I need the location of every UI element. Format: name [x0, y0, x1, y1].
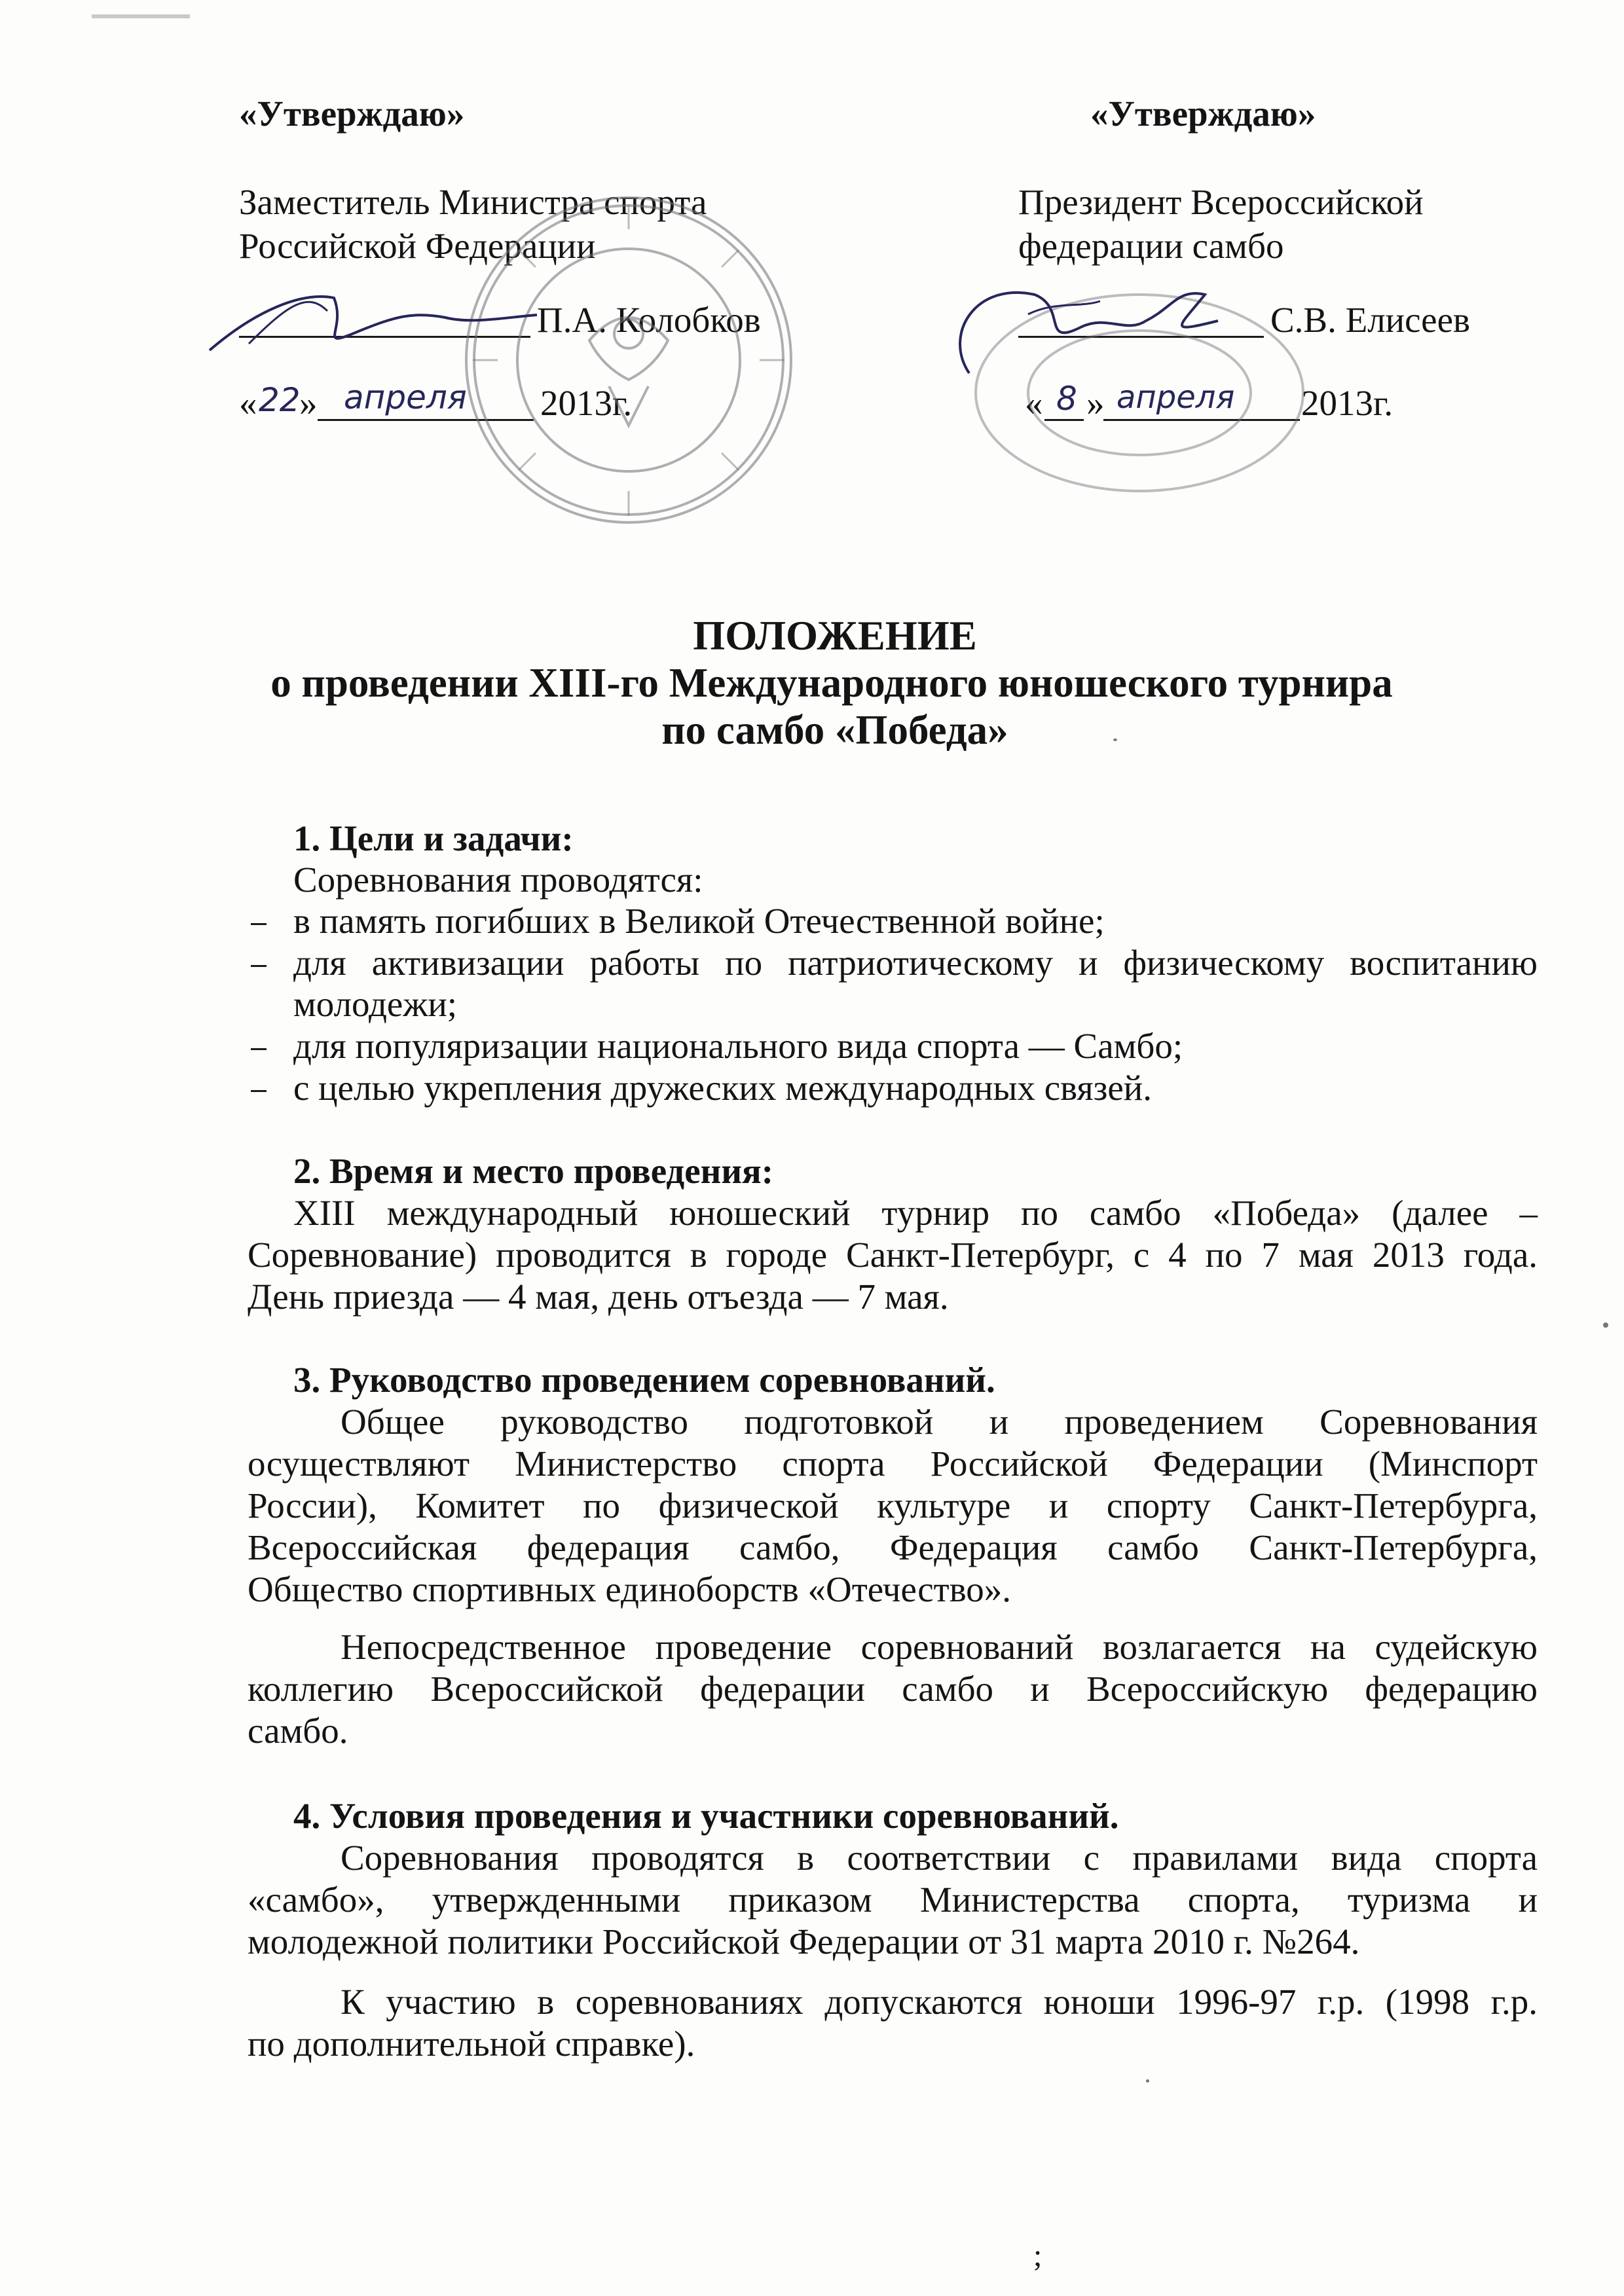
section-3-p2-line2: коллегию Всероссийской федерации самбо и Всероссийскую федерацию: [248, 1669, 1538, 1709]
scan-speck: [1603, 1322, 1608, 1328]
approval-right-role: [1018, 180, 1555, 268]
section-4-p1-line2: «самбо», утвержденными приказом Министерства спорта, туризма и: [248, 1880, 1538, 1920]
section-1-bullet-4: с целью укрепления дружеских международных связей.: [293, 1068, 1152, 1108]
approval-left-role-line2: Российской Федерации: [239, 226, 596, 266]
section-3-p1-line3: России), Комитет по физической культуре и спорту Санкт-Петербурга,: [248, 1485, 1538, 1525]
section-1-bullet-2-line2: молодежи;: [293, 984, 458, 1024]
scan-speck: [1146, 2079, 1149, 2083]
page-bottom-mark: ;: [1033, 2238, 1043, 2273]
date-day-handwritten: 8: [1056, 380, 1077, 418]
section-1-bullet-1: в память погибших в Великой Отечественной войне;: [293, 901, 1105, 941]
bullet-dash: [251, 965, 267, 967]
section-3-p1-line5: Общество спортивных единоборств «Отечество».: [248, 1569, 1012, 1609]
approval-left-signer-name: П.А. Колобков: [537, 300, 761, 340]
section-2-heading: 2. Время и место проведения:: [293, 1151, 774, 1191]
document-title: [0, 612, 1624, 754]
scan-edge-mark: [92, 14, 190, 18]
section-3-p2-line1: Непосредственное проведение соревнований возлагается на судейскую: [341, 1627, 1538, 1667]
approval-right-heading: «Утверждаю»: [1090, 94, 1316, 134]
scan-speck: [1113, 738, 1117, 741]
approval-left-heading: «Утверждаю»: [239, 94, 465, 134]
section-4-p1-line1: Соревнования проводятся в соответствии с правилами вида спорта: [341, 1838, 1538, 1878]
right-handwritten-signature: [930, 255, 1270, 412]
date-day-handwritten: 22: [259, 381, 301, 419]
date-close-quote: »: [1086, 383, 1105, 423]
section-3-p1-line1: Общее руководство подготовкой и проведением Соревнования: [341, 1402, 1538, 1442]
date-year: 2013г.: [540, 383, 633, 423]
date-year: 2013г.: [1301, 383, 1393, 423]
section-4-p1-line3: молодежной политики Российской Федерации от 31 марта 2010 г. №264.: [248, 1922, 1360, 1961]
approval-left-role-line1: Заместитель Министра спорта: [239, 182, 707, 222]
date-open-quote: «: [1025, 383, 1043, 423]
approval-right-signer-name: С.В. Елисеев: [1270, 300, 1470, 340]
section-3-p1-line2: осуществляют Министерство спорта Российской Федерации (Минспорт: [248, 1444, 1538, 1484]
date-close-quote: »: [299, 383, 318, 423]
section-4-p2-line2: по дополнительной справке).: [248, 2024, 695, 2064]
bullet-dash: [251, 1048, 267, 1050]
title-line2: о проведении XIII-го Международного юношеского турнира: [270, 660, 1393, 706]
date-month-handwritten: апреля: [344, 378, 467, 416]
date-month-handwritten: апреля: [1116, 379, 1235, 416]
approval-right-role-line1: Президент Всероссийской: [1018, 182, 1424, 222]
bullet-dash: [251, 923, 267, 925]
section-1-heading: 1. Цели и задачи:: [293, 818, 574, 858]
section-2-line1: XIII международный юношеский турнир по самбо «Победа» (далее –: [293, 1193, 1538, 1233]
section-2-line2: Соревнование) проводится в городе Санкт-Петербург, с 4 по 7 мая 2013 года.: [248, 1235, 1538, 1275]
section-4-p2-line1: К участию в соревнованиях допускаются юноши 1996-97 г.р. (1998 г.р.: [341, 1982, 1538, 2022]
section-3-heading: 3. Руководство проведением соревнований.: [293, 1360, 995, 1400]
title-line3: по самбо «Победа»: [661, 707, 1008, 753]
approval-right-role-line2: федерации самбо: [1018, 226, 1284, 266]
date-open-quote: «: [239, 383, 257, 423]
section-1-bullet-3: для популяризации национального вида спорта — Самбо;: [293, 1026, 1183, 1066]
section-1-intro: Соревнования проводятся:: [293, 860, 703, 900]
title-line1: ПОЛОЖЕНИЕ: [693, 613, 977, 659]
section-4-heading: 4. Условия проведения и участники соревнований.: [293, 1796, 1119, 1836]
section-2-line3: День приезда — 4 мая, день отъезда — 7 мая.: [248, 1277, 949, 1317]
section-1-bullet-2-line1: для активизации работы по патриотическому и физическому воспитанию: [293, 943, 1538, 983]
left-handwritten-signature: [196, 252, 563, 383]
bullet-dash: [251, 1090, 267, 1092]
section-3-p2-line3: самбо.: [248, 1711, 348, 1751]
section-3-p1-line4: Всероссийская федерация самбо, Федерация самбо Санкт-Петербурга,: [248, 1527, 1538, 1567]
